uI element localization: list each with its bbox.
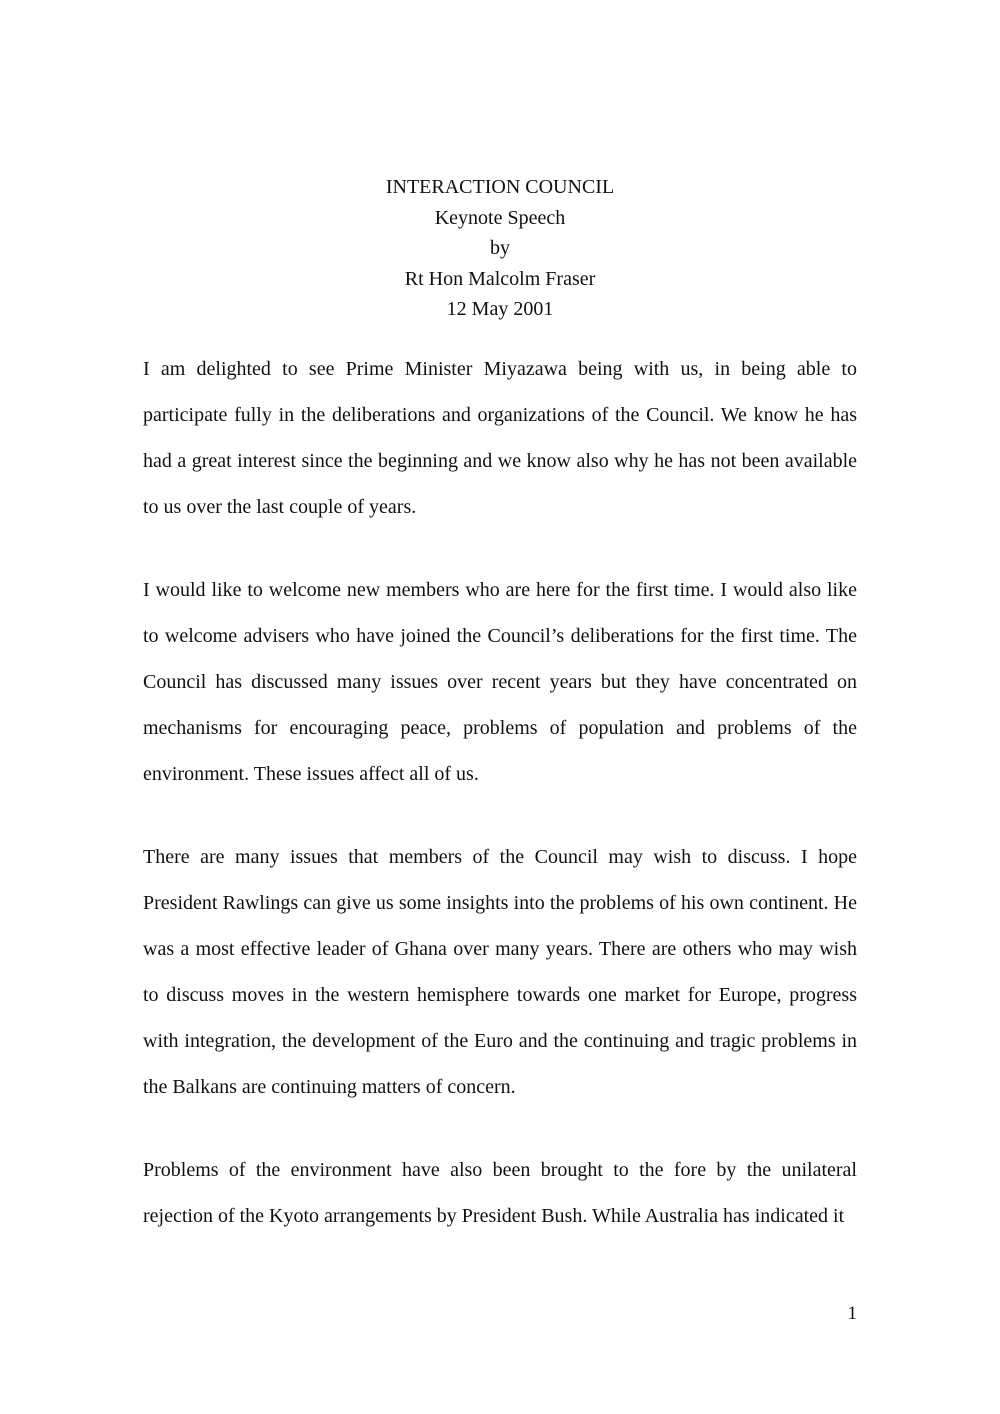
document-subtitle: Keynote Speech <box>434 206 566 229</box>
title-block <box>143 172 857 325</box>
byline-prefix: by <box>490 237 510 259</box>
page-number: 1 <box>847 1303 857 1324</box>
paragraph: There are many issues that members of the Council may wish to discuss. I hope President Rawlings can give us some insights into the problems of his own continent. He was a most effective leader of Ghana over many years. There are others who may wish to discuss moves in the western hemisphere towards one market for Europe, progress with integration, the development of the Euro and the continuing and tragic problems in the Balkans are continuing matters of concern. <box>143 845 857 1098</box>
document-title: INTERACTION COUNCIL <box>385 176 615 198</box>
paragraph: Problems of the environment have also been brought to the fore by the unilateral rejection of the Kyoto arrangements by President Bush. While Australia has indicated it <box>143 1158 857 1227</box>
paragraph: I am delighted to see Prime Minister Miyazawa being with us, in being able to participate fully in the deliberations and organizations of the Council. We know he has had a great interest since the beginning and we know also why he has not been available to us over the last couple of years. <box>143 357 857 518</box>
paragraph: I would like to welcome new members who are here for the first time. I would also like to welcome advisers who have joined the Council’s deliberations for the first time. The Council has discussed many issues over recent years but they have concentrated on mechanisms for encouraging peace, problems of population and problems of the environment. These issues affect all of us. <box>143 578 857 785</box>
body-text <box>143 346 857 1239</box>
author-name: Rt Hon Malcolm Fraser <box>404 267 596 290</box>
document-date: 12 May 2001 <box>446 298 554 320</box>
